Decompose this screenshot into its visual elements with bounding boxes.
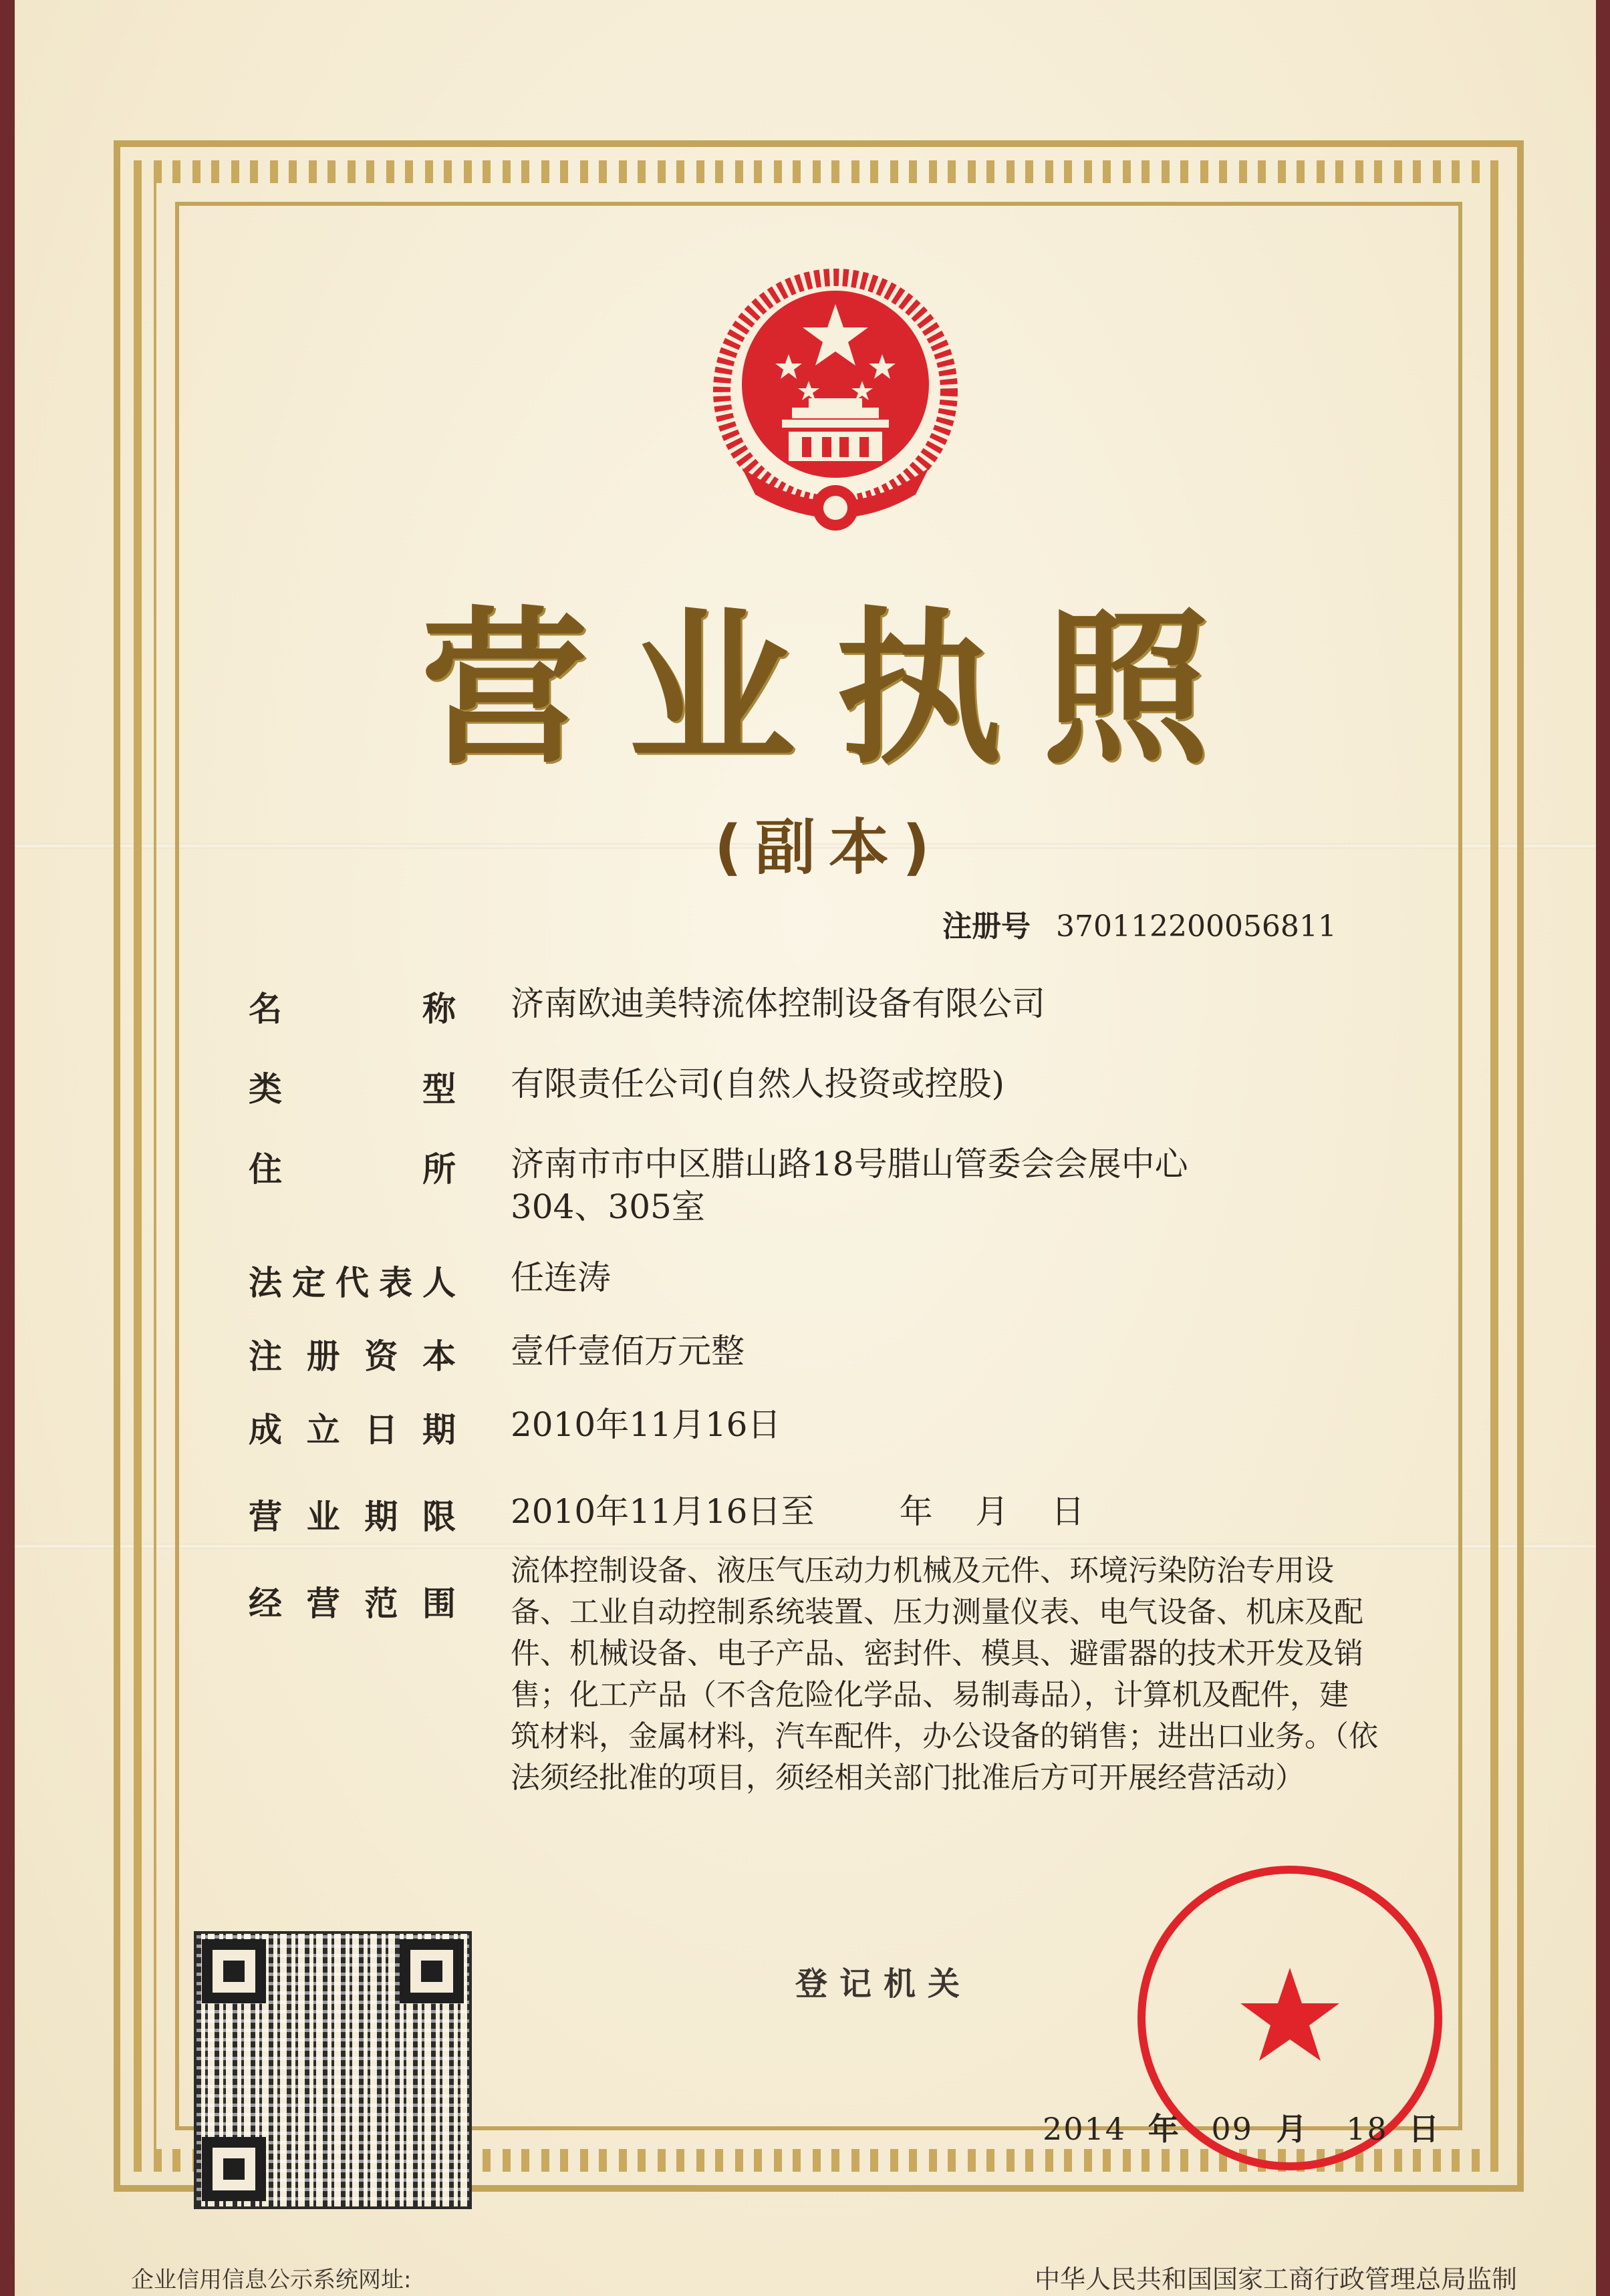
- field-label-char: 名: [249, 990, 282, 1028]
- registration-number: [942, 902, 1337, 945]
- document-title: 营业执照: [421, 592, 1250, 786]
- scope-line: 筑材料，金属材料，汽车配件，办公设备的销售；进出口业务。（依: [511, 1719, 1378, 1753]
- field-label: [249, 1577, 456, 1625]
- footer-credit-system: 企业信用信息公示系统网址:: [131, 2267, 412, 2293]
- field-label-char: 类: [249, 1070, 282, 1109]
- qr-finder: [400, 1939, 464, 2003]
- day-unit: 日: [1408, 2111, 1441, 2147]
- field-label-char: 本: [422, 1337, 456, 1376]
- field-label: [249, 1062, 456, 1111]
- month-unit: 月: [1276, 2111, 1309, 2147]
- field-label-char: 期: [364, 1497, 398, 1536]
- field-label-char: 代: [336, 1264, 369, 1302]
- field-label-char: 资: [364, 1337, 398, 1376]
- field-label-char: 营: [249, 1497, 282, 1536]
- qr-finder: [202, 1939, 266, 2003]
- field-label-char: 围: [422, 1584, 456, 1623]
- field-label: [249, 1143, 456, 1191]
- field-label: [249, 982, 456, 1030]
- field-label-char: 住: [249, 1150, 282, 1189]
- issue-date: [1043, 2105, 1440, 2149]
- qr-code[interactable]: [194, 1931, 472, 2209]
- scope-line: 法须经批准的项目，须经相关部门批准后方可开展经营活动）: [511, 1761, 1305, 1795]
- field-label: [249, 1330, 456, 1378]
- business-scope: [511, 1550, 1480, 1799]
- field-label-char: 法: [249, 1264, 282, 1302]
- business-term: 2010年11月16日至 年 月 日: [511, 1492, 1085, 1531]
- field-label-char: 注: [249, 1337, 282, 1376]
- scope-line: 售；化工产品（不含危险化学品、易制毒品），计算机及配件，建: [511, 1678, 1349, 1712]
- field-label-char: 人: [422, 1264, 456, 1302]
- field-label: [249, 1403, 456, 1451]
- field-label: [249, 1490, 456, 1538]
- company-type: 有限责任公司(自然人投资或控股): [511, 1064, 1005, 1103]
- field-label-char: 称: [422, 990, 456, 1028]
- field-label-char: 立: [306, 1411, 340, 1449]
- company-address: [511, 1143, 1480, 1228]
- company-name: 济南欧迪美特流体控制设备有限公司: [511, 984, 1045, 1023]
- scope-line: 备、工业自动控制系统装置、压力测量仪表、电气设备、机床及配: [511, 1595, 1363, 1629]
- registered-capital: 壹仟壹佰万元整: [511, 1332, 745, 1371]
- field-label-char: 册: [306, 1337, 340, 1376]
- field-label-char: 经: [249, 1584, 282, 1623]
- field-label-char: 限: [422, 1497, 456, 1536]
- issue-year: 2014: [1043, 2111, 1127, 2147]
- issue-day: 18: [1346, 2111, 1388, 2147]
- address-line: 304、305室: [511, 1187, 705, 1226]
- year-unit: 年: [1148, 2111, 1180, 2147]
- registration-value: 370112200056811: [1056, 909, 1337, 944]
- scope-line: 流体控制设备、液压气压动力机械及元件、环境污染防治专用设: [511, 1554, 1334, 1588]
- footer-issuer: 中华人民共和国国家工商行政管理总局监制: [1035, 2265, 1518, 2294]
- national-emblem-icon: [695, 247, 976, 541]
- field-label-char: 所: [422, 1150, 456, 1189]
- field-label-char: 定: [292, 1264, 325, 1302]
- legal-representative: 任连涛: [511, 1258, 611, 1297]
- document-subtitle: (副本): [714, 813, 944, 883]
- registration-label: 注册号: [942, 909, 1031, 944]
- address-line: 济南市市中区腊山路18号腊山管委会会展中心: [511, 1145, 1188, 1183]
- field-label-char: 表: [379, 1264, 412, 1302]
- field-label-char: 成: [249, 1411, 282, 1449]
- field-label-char: 业: [306, 1497, 340, 1536]
- established-date: 2010年11月16日: [511, 1405, 781, 1444]
- field-label-char: 型: [422, 1070, 456, 1109]
- qr-finder: [202, 2137, 266, 2201]
- field-label-char: 日: [364, 1411, 398, 1449]
- registration-authority: 登记机关: [795, 1965, 972, 2003]
- field-label: [249, 1256, 456, 1304]
- field-label-char: 范: [364, 1584, 398, 1623]
- field-label-char: 营: [306, 1584, 340, 1623]
- field-label-char: 期: [422, 1411, 456, 1449]
- scope-line: 件、机械设备、电子产品、密封件、模具、避雷器的技术开发及销: [511, 1636, 1363, 1671]
- issue-month: 09: [1211, 2111, 1253, 2147]
